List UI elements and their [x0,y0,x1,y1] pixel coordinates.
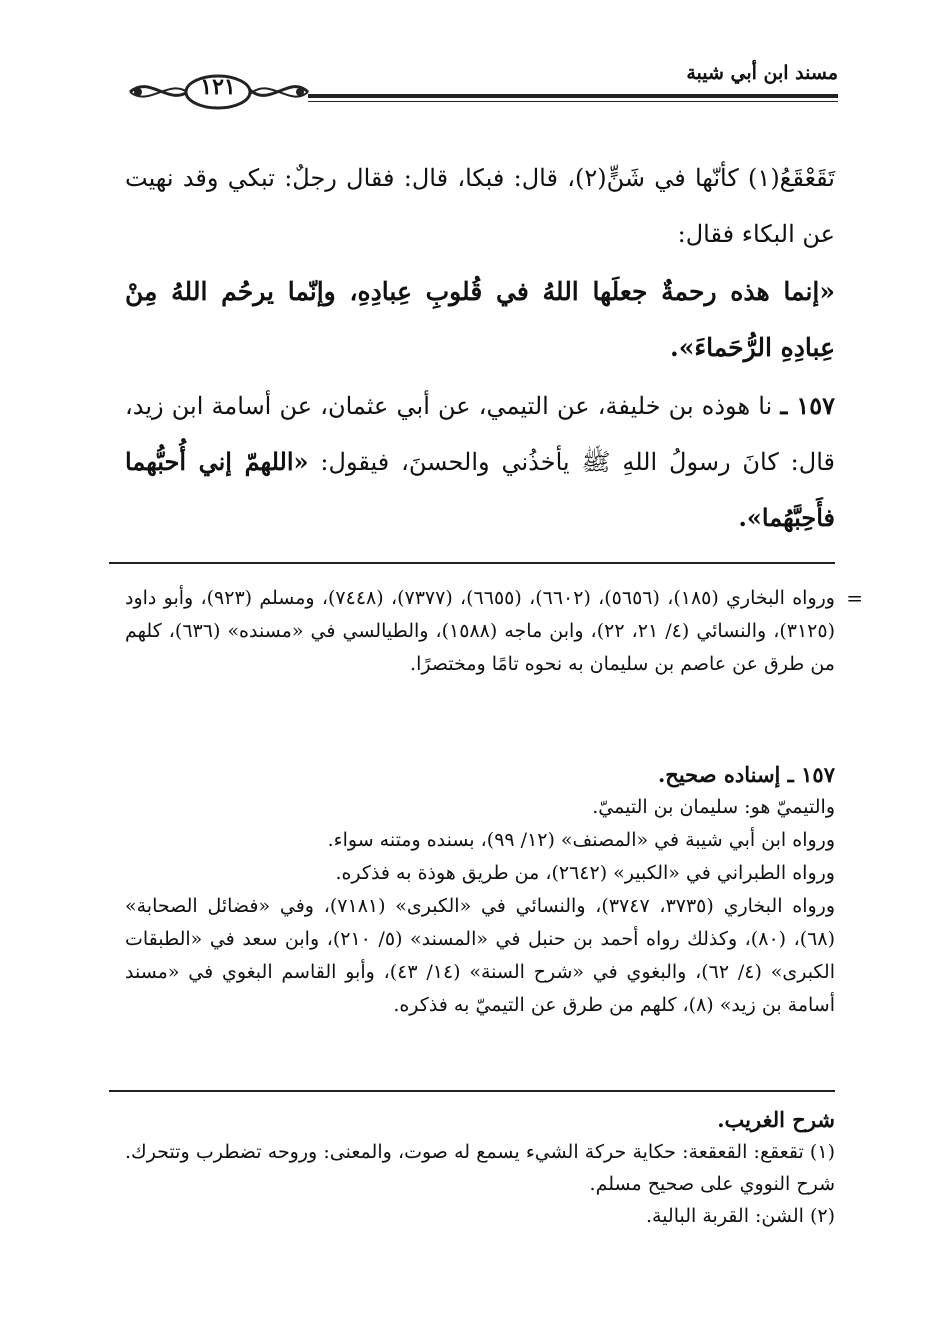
page-header [120,56,838,114]
main-paragraph-1: تَقَعْقَعُ(١) كأنّها في شَنٍّ(٢)، قال: فبكا، قال: فقال رجلٌ: تبكي وقد نهيت عن البكاء فقال: [125,164,835,248]
hadith-quote: «اللهمّ إني أُحبُّهما فأَحِبَّهُما». [125,447,835,532]
takhrij-text: ورواه البخاري (١٨٥)، (٥٦٥٦)، (٦٦٠٢)، (٦٦٥٥)، (٧٣٧٧)، (٧٤٤٨)، ومسلم (٩٢٣)، وأبو داود (٣١٢٥)، والنسائي (٤/ ٢١، ٢٢)، وابن ماجه (١٥٨٨)، والطيالسي في «مسنده» (٦٣٦)، كلهم من طرق عن عاصم بن سليمان به نحوه تامًا ومختصرًا. [125,587,836,675]
gloss-item: (٢) الشن: القربة البالية. [645,1205,835,1227]
gloss-title: شرح الغريب. [717,1107,835,1132]
takhrij-note-157 [125,758,835,1022]
takhrij-note-continued [125,582,863,681]
gloss-item: (١) تقعقع: القعقعة: حكاية حركة الشيء يسمع له صوت، والمعنى: وروحه تضطرب وتتحرك. شرح النووي على صحيح مسلم. [125,1141,835,1195]
continuation-mark: = [846,586,863,610]
running-title: مسند ابن أبي شيبة [686,62,838,84]
takhrij-line: ورواه ابن أبي شيبة في «المصنف» (١٢/ ٩٩)، بسنده ومتنه سواء. [327,829,835,851]
takhrij-line: والتيميّ هو: سليمان بن التيميّ. [592,796,835,818]
takhrij-line: ورواه البخاري (٣٧٣٥، ٣٧٤٧)، والنسائي في «الكبرى» (٧١٨١)، وفي «فضائل الصحابة» (٦٨)، (٨٠)، وكذلك رواه أحمد بن حنبل في «المسند» (٥/ ٢١٠)، وابن سعد في «الطبقات الكبرى» (٤/ ٦٢)، والبغوي في «شرح السنة» (١٤/ ٤٣)، وأبو القاسم البغوي في «مسند أسامة بن زيد» (٨)، كلهم من طرق عن التيميّ به فذكره. [125,895,836,1016]
takhrij-title: ١٥٧ ـ إسناده صحيح. [657,762,835,787]
hadith-isnad: نا هوذه بن خليفة، عن التيمي، عن أبي عثمان، عن أسامة ابن زيد، قال: كانَ رسولُ اللهِ ﷺ يأخذُني والحسنَ، فيقول: [125,392,835,476]
hadith-number: ١٥٧ ـ [780,391,835,420]
takhrij-line: ورواه الطبراني في «الكبير» (٢٦٤٢)، من طريق هوذة به فذكره. [335,862,835,884]
main-paragraph-3 [125,378,835,546]
gloss-section [125,1104,835,1232]
header-rule-thin [308,101,838,102]
gloss-divider [109,1090,835,1092]
header-rule-thick [308,94,838,98]
footnote-divider [109,562,835,564]
page-number: ١٢١ [200,74,236,100]
main-paragraph-2-hadith: «إنما هذه رحمةٌ جعلَها اللهُ في قُلوبِ عِبادِهِ، وإنّما يرحُم اللهُ مِنْ عِبادِهِ الرُّحَماءَ». [125,277,835,362]
